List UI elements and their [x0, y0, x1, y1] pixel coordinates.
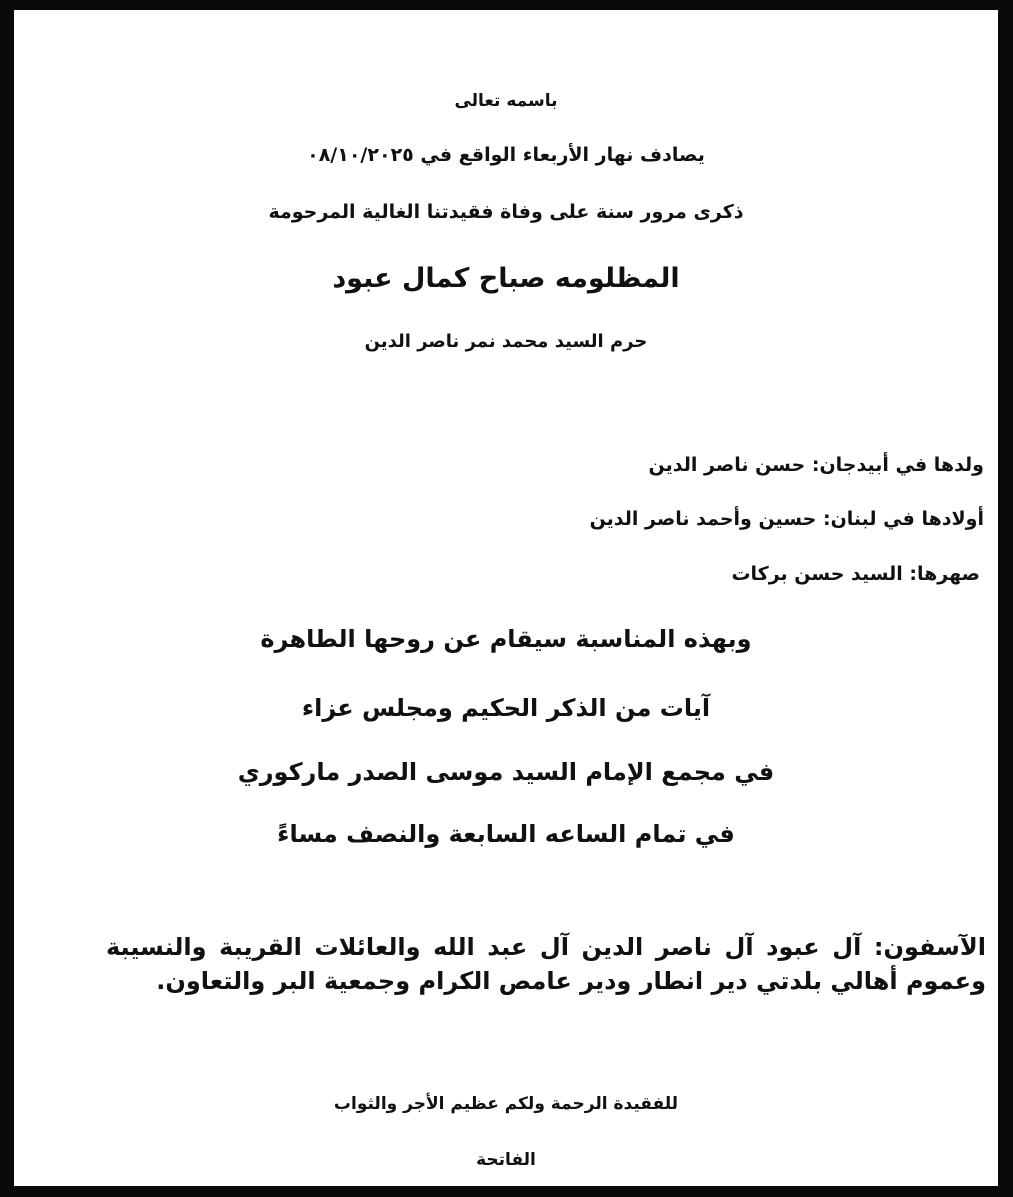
occasion-time-line: في تمام الساعه السابعة والنصف مساءً [277, 820, 735, 848]
relative-value: السيد حسن بركات [731, 563, 903, 585]
relative-label: صهرها: [909, 563, 980, 585]
deceased-name: المظلومه صباح كمال عبود [332, 263, 680, 294]
relative-son-abidjan [649, 456, 984, 475]
anniversary-date-line: يصادف نهار الأربعاء الواقع في ٠٨/١٠/٢٠٢٥ [307, 144, 705, 166]
occasion-line: وبهذه المناسبة سيقام عن روحها الطاهرة [260, 625, 752, 653]
relative-label: أولادها في لبنان: [822, 508, 984, 530]
relative-value: حسن ناصر الدين [648, 454, 806, 476]
relative-label: ولدها في أبيدجان: [811, 454, 984, 476]
condolence-line: للفقيدة الرحمة ولكم عظيم الأجر والثواب [333, 1094, 679, 1114]
closing-fatiha: الفاتحة [476, 1150, 536, 1170]
mourners-paragraph: الآسفون: آل عبود آل ناصر الدين آل عبد الله والعائلات القريبة والنسيبة وعموم أهالي بلدتي دير انطار ودير عامص الكرام وجمعية البر والتعاون. [106, 933, 986, 995]
invocation-header: باسمه تعالى [454, 91, 558, 111]
occasion-venue-line: في مجمع الإمام السيد موسى الصدر ماركوري [237, 758, 775, 786]
memorial-line: ذكرى مرور سنة على وفاة فقيدتنا الغالية المرحومة [268, 201, 744, 223]
spouse-line: حرم السيد محمد نمر ناصر الدين [364, 331, 648, 352]
memorial-notice-page [14, 10, 998, 1186]
relative-value: حسين وأحمد ناصر الدين [589, 508, 817, 530]
relative-son-in-law [731, 565, 980, 584]
occasion-line: آيات من الذكر الحكيم ومجلس عزاء [301, 694, 711, 722]
relative-sons-lebanon [590, 510, 984, 529]
